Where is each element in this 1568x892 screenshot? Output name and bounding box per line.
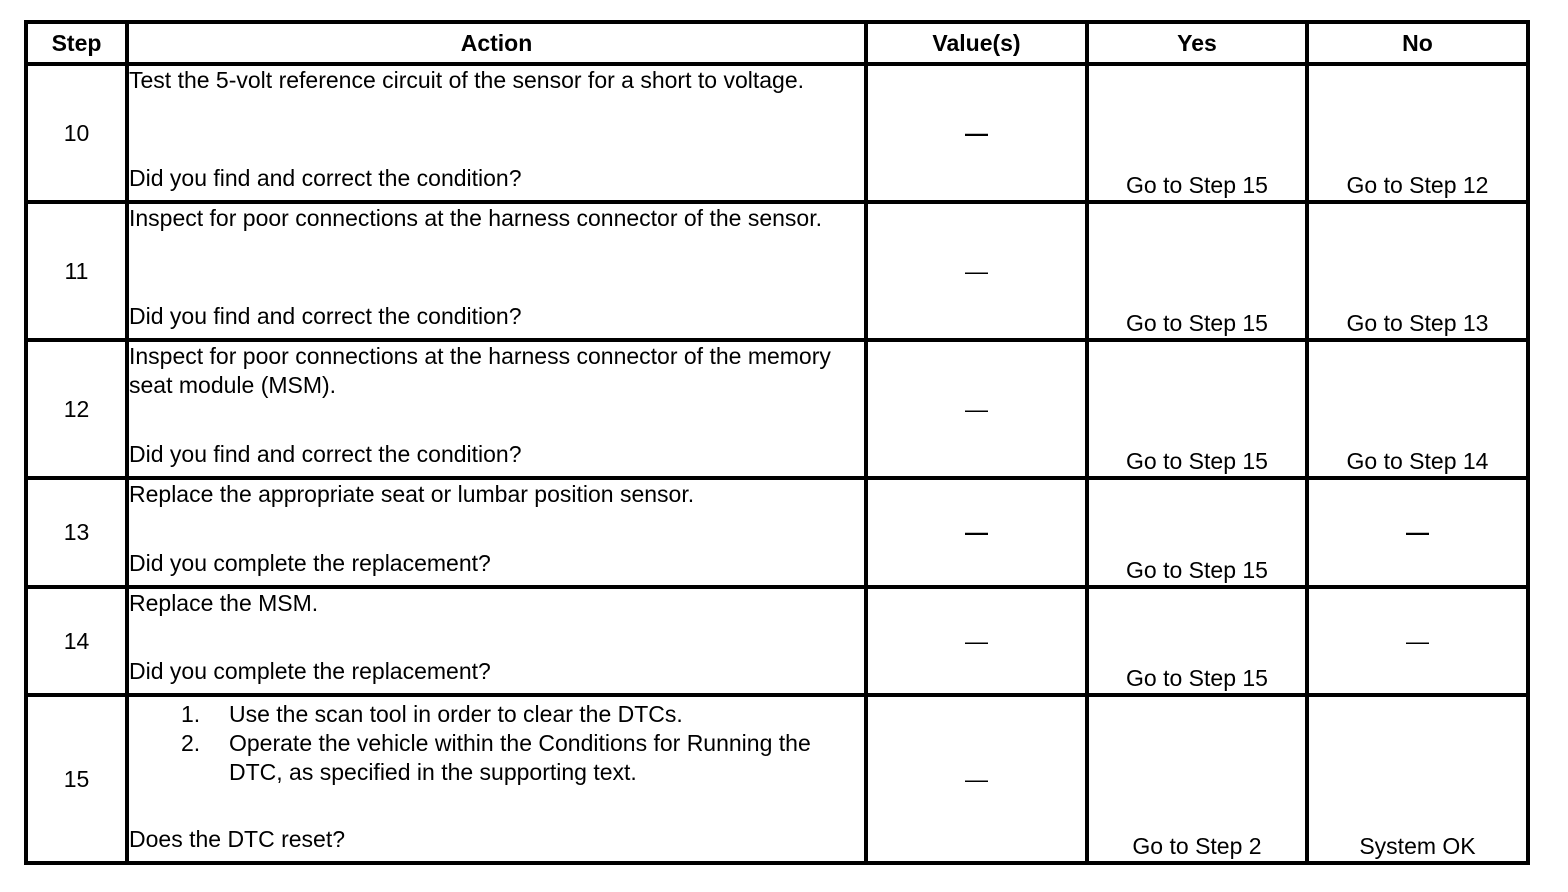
- header-values: Value(s): [866, 22, 1087, 64]
- diagnostic-table: [24, 20, 1530, 865]
- value-cell: —: [866, 695, 1087, 863]
- table-row: [26, 202, 1528, 340]
- yes-cell: Go to Step 15: [1087, 587, 1307, 695]
- action-question: Did you find and correct the condition?: [129, 165, 522, 191]
- list-item: [181, 700, 864, 729]
- value-cell: —: [866, 202, 1087, 340]
- table-row: [26, 64, 1528, 202]
- no-cell: Go to Step 12: [1307, 64, 1528, 202]
- table-row: [26, 340, 1528, 478]
- action-cell: [127, 64, 866, 202]
- action-question: Did you find and correct the condition?: [129, 441, 522, 467]
- no-cell: Go to Step 13: [1307, 202, 1528, 340]
- table-header-row: [26, 22, 1528, 64]
- step-number: 10: [26, 64, 127, 202]
- no-cell: —: [1307, 587, 1528, 695]
- list-item-number: 2.: [181, 730, 201, 756]
- table-row: [26, 478, 1528, 587]
- value-cell: —: [866, 478, 1087, 587]
- table-row: [26, 695, 1528, 863]
- table-row: [26, 587, 1528, 695]
- yes-cell: Go to Step 2: [1087, 695, 1307, 863]
- action-cell: [127, 695, 866, 863]
- action-question: Did you complete the replacement?: [129, 658, 491, 684]
- action-text: Replace the MSM.: [129, 590, 319, 616]
- header-action: Action: [127, 22, 866, 64]
- action-cell: [127, 340, 866, 478]
- step-number: 12: [26, 340, 127, 478]
- action-text: Test the 5-volt reference circuit of the sensor for a short to voltage.: [129, 67, 804, 93]
- yes-cell: Go to Step 15: [1087, 478, 1307, 587]
- step-number: 13: [26, 478, 127, 587]
- action-cell: [127, 587, 866, 695]
- action-question: Does the DTC reset?: [129, 826, 346, 852]
- step-number: 11: [26, 202, 127, 340]
- action-text: Replace the appropriate seat or lumbar position sensor.: [129, 481, 695, 507]
- yes-cell: Go to Step 15: [1087, 64, 1307, 202]
- action-steps-list: [129, 700, 864, 787]
- value-cell: —: [866, 64, 1087, 202]
- list-item-text: Use the scan tool in order to clear the DTCs.: [229, 701, 683, 727]
- step-number: 15: [26, 695, 127, 863]
- value-cell: —: [866, 587, 1087, 695]
- step-number: 14: [26, 587, 127, 695]
- action-cell: [127, 202, 866, 340]
- no-cell: Go to Step 14: [1307, 340, 1528, 478]
- action-question: Did you complete the replacement?: [129, 550, 491, 576]
- yes-cell: Go to Step 15: [1087, 340, 1307, 478]
- no-cell: System OK: [1307, 695, 1528, 863]
- header-yes: Yes: [1087, 22, 1307, 64]
- yes-cell: Go to Step 15: [1087, 202, 1307, 340]
- list-item-text: Operate the vehicle within the Conditions for Running the DTC, as specified in the supporting text.: [229, 730, 811, 785]
- action-text: Inspect for poor connections at the harness connector of the sensor.: [129, 205, 822, 231]
- header-no: No: [1307, 22, 1528, 64]
- header-step: Step: [26, 22, 127, 64]
- action-question: Did you find and correct the condition?: [129, 303, 522, 329]
- list-item: [181, 729, 864, 787]
- list-item-number: 1.: [181, 701, 201, 727]
- no-cell: —: [1307, 478, 1528, 587]
- action-cell: [127, 478, 866, 587]
- value-cell: —: [866, 340, 1087, 478]
- action-text: Inspect for poor connections at the harness connector of the memory seat module (MSM).: [129, 343, 831, 398]
